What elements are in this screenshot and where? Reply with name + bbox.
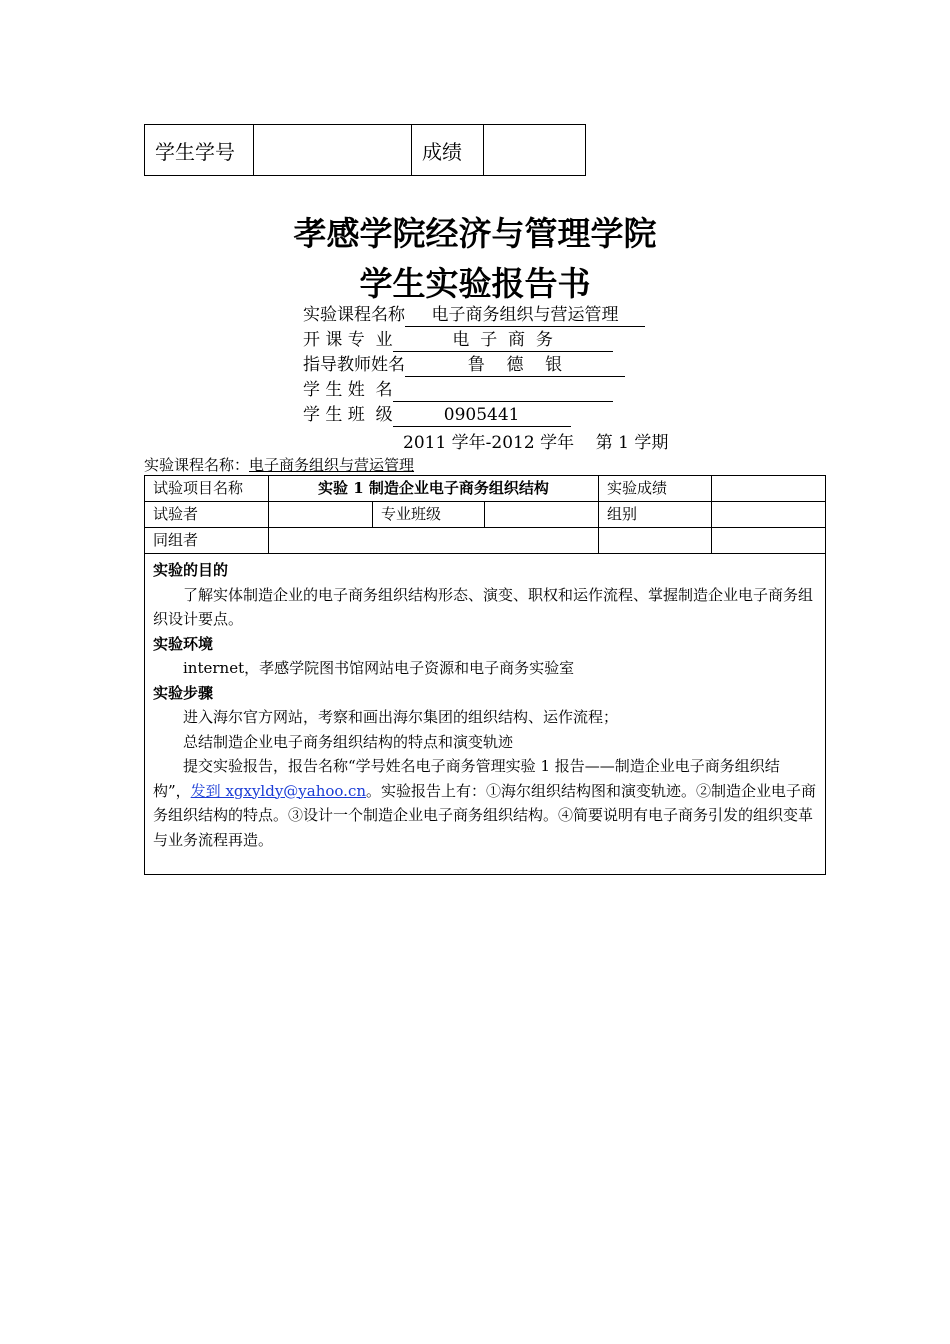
- partner-extra-1[interactable]: [599, 528, 712, 554]
- score-value[interactable]: [484, 125, 586, 176]
- step-2: 总结制造企业电子商务组织结构的特点和演变轨迹: [183, 732, 514, 751]
- exp-class-value[interactable]: [485, 502, 599, 528]
- course-line: [144, 454, 414, 475]
- table-row: [145, 554, 826, 875]
- project-value: 实验 1 制造企业电子商务组织结构: [269, 476, 599, 502]
- student-id-table: [144, 124, 586, 176]
- step-1: 进入海尔官方网站，考察和画出海尔集团的组织结构、运作流程；: [183, 708, 619, 726]
- env-text: internet，孝感学院图书馆网站电子资源和电子商务实验室: [183, 659, 575, 677]
- table-row: [145, 502, 826, 528]
- step-3: [153, 754, 817, 852]
- step-3-post: 。实验报告上有：①海尔组织结构图和演变轨迹。②制造企业电子商务组织结构的特点。③设计一个制造企业电子商务组织结构。④简要说明有电子商务引发的组织变革与业务流程再造。: [153, 781, 817, 849]
- info-major-value: 电 子 商 务: [393, 329, 613, 352]
- experiment-table: [144, 475, 826, 875]
- course-line-value: 电子商务组织与营运管理: [249, 456, 415, 474]
- exp-class-label: 专业班级: [373, 502, 485, 528]
- info-course-row: [303, 304, 645, 327]
- purpose-heading: 实验的目的: [153, 561, 229, 579]
- info-teacher-row: [303, 354, 625, 377]
- table-row: [145, 476, 826, 502]
- experimenter-label: 试验者: [145, 502, 269, 528]
- info-course-label: 实验课程名称: [303, 305, 405, 325]
- group-label: 组别: [599, 502, 712, 528]
- info-class-label: 学 生 班 级: [303, 405, 393, 425]
- table-row: [145, 528, 826, 554]
- info-class-value: 0905441: [393, 404, 571, 427]
- group-value[interactable]: [712, 502, 826, 528]
- info-course-value: 电子商务组织与营运管理: [405, 304, 645, 327]
- student-id-value[interactable]: [254, 125, 412, 176]
- exp-score-label: 实验成绩: [599, 476, 712, 502]
- info-major-row: [303, 329, 613, 352]
- info-student-name-value[interactable]: [393, 379, 613, 402]
- college-title: 孝感学院经济与管理学院: [293, 214, 657, 253]
- exp-score-value[interactable]: [712, 476, 826, 502]
- experiment-body: [145, 554, 826, 875]
- steps-heading: 实验步骤: [153, 683, 214, 702]
- partner-extra-2[interactable]: [712, 528, 826, 554]
- info-student-name-row: [303, 379, 613, 402]
- score-label: 成绩: [412, 125, 484, 176]
- project-label: 试验项目名称: [145, 476, 269, 502]
- info-major-label: 开 课 专 业: [303, 330, 393, 350]
- experimenter-value[interactable]: [269, 502, 373, 528]
- student-id-label: 学生学号: [145, 125, 254, 176]
- purpose-text: 了解实体制造企业的电子商务组织结构形态、演变、职权和运作流程、掌握制造企业电子商务组织设计要点。: [153, 585, 814, 628]
- partner-label: 同组者: [145, 528, 269, 554]
- partner-value[interactable]: [269, 528, 599, 554]
- course-line-label: 实验课程名称：: [144, 456, 250, 474]
- env-heading: 实验环境: [153, 634, 214, 653]
- term-line: 2011 学年-2012 学年 第 1 学期: [403, 433, 669, 453]
- info-teacher-value: 鲁 德 银: [405, 354, 625, 377]
- info-teacher-label: 指导教师姓名: [303, 355, 405, 375]
- info-class-row: [303, 404, 571, 427]
- step-3-pre: 提交实验报告，报告名称“学号姓名电子商务管理实验 1 报告——制造企业电子商务组织结构”，: [153, 757, 780, 800]
- report-title: 学生实验报告书: [359, 264, 591, 303]
- email-link[interactable]: 发到 xgxyldy@yahoo.cn: [190, 781, 367, 800]
- info-student-name-label: 学 生 姓 名: [303, 380, 393, 400]
